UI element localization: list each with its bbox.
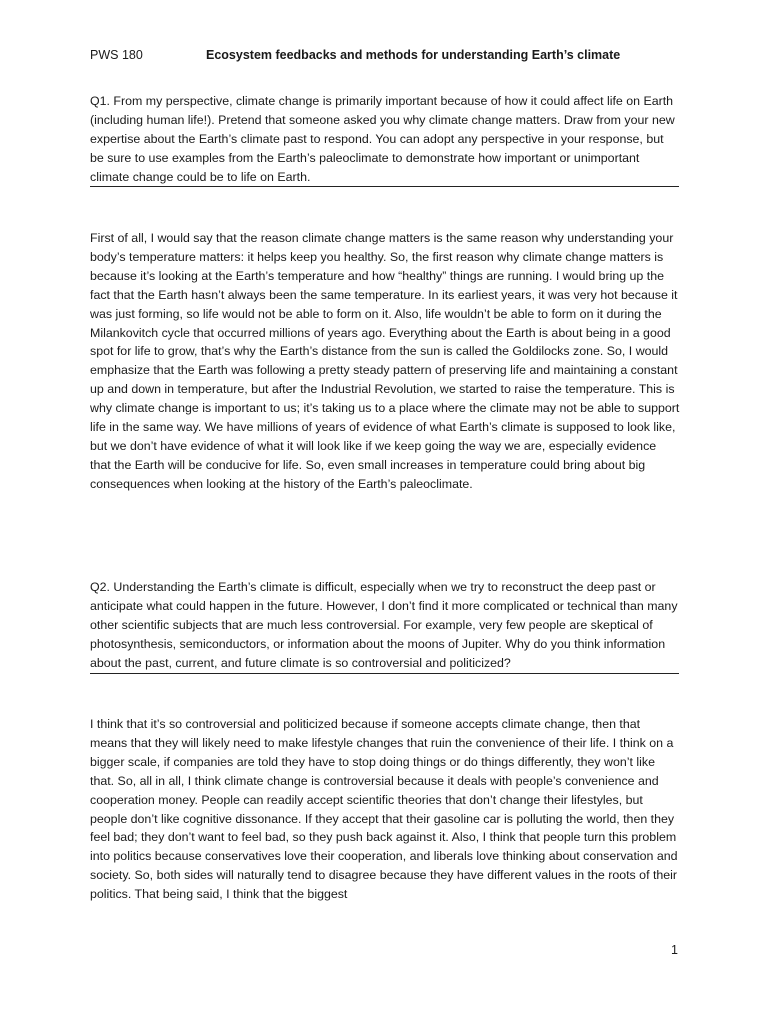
course-code: PWS 180 <box>90 48 143 62</box>
document-title: Ecosystem feedbacks and methods for understanding Earth’s climate <box>206 48 621 62</box>
question-1-underline <box>90 186 679 187</box>
question-2-underline <box>90 673 679 674</box>
question-2: Q2. Understanding the Earth’s climate is difficult, especially when we try to reconstruct the deep past or anticipate what could happen in the future. However, I don’t find it more complicated or technical than many other scientific subjects that are much less controversial. For example, very few people are skeptical of photosynthesis, semiconductors, or information about the moons of Jupiter. Why do you think information about the past, current, and future climate is so controversial and politicized? <box>90 580 678 670</box>
answer-1: First of all, I would say that the reason climate change matters is the same reason why understanding your body’s temperature matters: it helps keep you healthy. So, the first reason why climate change matters is because it’s looking at the Earth’s temperature and how “healthy” things are running. I would bring up the fact that the Earth hasn’t always been the same temperature. In its earliest years, it was very hot because it was just forming, so life would not be able to form on it. Also, life wouldn’t be able to form on it during the Milankovitch cycle that occurred millions of years ago. Everything about the Earth is about being in a good spot for life to grow, that’s why the Earth’s distance from the sun is called the Goldilocks zone. So, I would emphasize that the Earth was following a pretty steady pattern of preserving life and maintaining a constant up and down in temperature, but after the Industrial Revolution, we started to raise the temperature. This is why climate change is important to us; it’s taking us to a place where the climate may not be able to support life in the same way. We have millions of years of evidence of what Earth’s climate is supposed to look like, but we don’t have evidence of what it will look like if we keep going the way we are, especially evidence that the Earth will be conducive for life. So, even small increases in temperature could bring about big consequences when looking at the history of the Earth’s paleoclimate. <box>90 231 680 491</box>
page-number: 1 <box>671 943 678 957</box>
question-1: Q1. From my perspective, climate change is primarily important because of how it could affect life on Earth (including human life!). Pretend that someone asked you why climate change matters. Draw from your new expertise about the Earth’s climate past to respond. You can adopt any perspective in your response, but be sure to use examples from the Earth’s paleoclimate to demonstrate how important or unimportant climate change could be to life on Earth. <box>90 94 675 184</box>
answer-2: I think that it’s so controversial and politicized because if someone accepts climate change, then that means that they will likely need to make lifestyle changes that ruin the convenience of their life. I think on a bigger scale, if companies are told they have to stop doing things or do things differently, they won’t like that. So, all in all, I think climate change is controversial because it deals with people’s convenience and cooperation money. People can readily accept scientific theories that don’t change their lifestyles, but people don’t like cognitive dissonance. If they accept that their gasoline car is polluting the world, then they feel bad; they don’t want to feel bad, so they push back against it. Also, I think that people turn this problem into politics because conservatives love their cooperation, and liberals love thinking about conservation and society. So, both sides will naturally tend to disagree because they have different values in the roots of their politics. That being said, I think that the biggest <box>90 717 678 902</box>
document-header <box>90 48 680 68</box>
